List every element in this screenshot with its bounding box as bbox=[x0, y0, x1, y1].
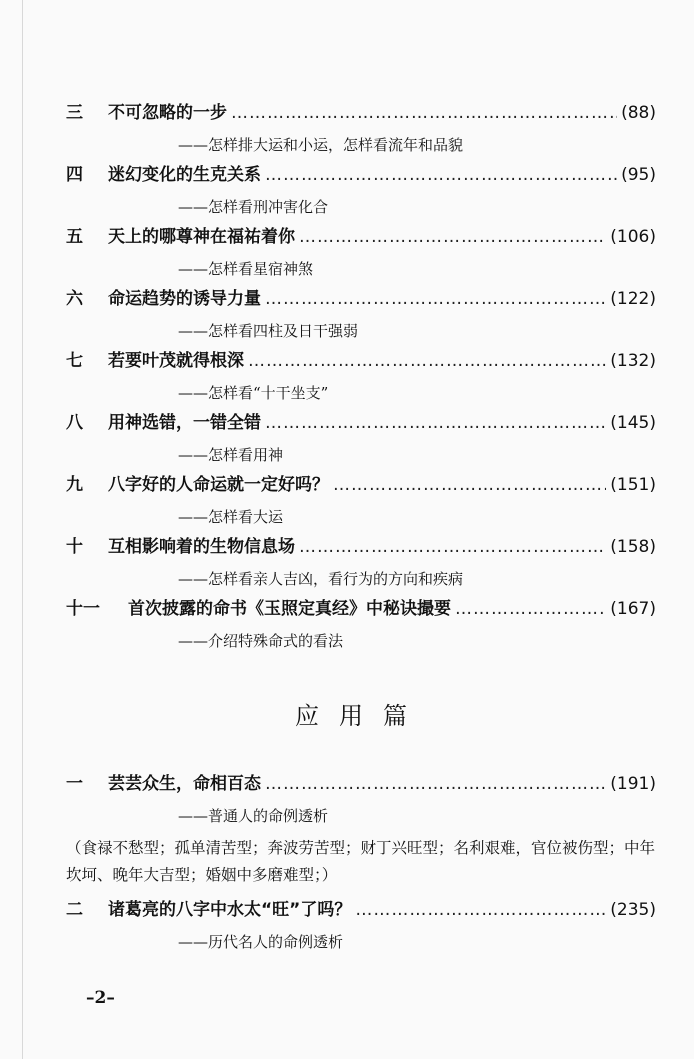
leader-dots bbox=[248, 351, 606, 371]
leader-dots bbox=[455, 599, 606, 619]
chapter-note: （食禄不愁型；孤单清苦型；奔波劳苦型；财丁兴旺型；名利艰难，官位被伤型；中年坎坷、晚年大吉型；婚姻中多磨难型；） bbox=[66, 839, 656, 884]
chapter-number: 八 bbox=[66, 413, 83, 433]
chapter-title: 用神选错，一错全错 bbox=[108, 413, 261, 433]
chapter-subtitle: ——普通人的命例透析 bbox=[178, 807, 329, 825]
chapter-number: 十一 bbox=[66, 599, 100, 619]
chapter-subtitle: ——怎样看刑冲害化合 bbox=[178, 198, 329, 216]
chapter-title: 诸葛亮的八字中水太“旺”了吗？ bbox=[108, 900, 352, 920]
leader-dots bbox=[299, 227, 606, 247]
leader-dots bbox=[265, 165, 617, 185]
leader-dots bbox=[333, 475, 606, 495]
page-ref: (145) bbox=[610, 413, 656, 433]
chapter-number: 十 bbox=[66, 537, 83, 557]
page-number: –2– bbox=[86, 988, 115, 1008]
chapter-title: 不可忽略的一步 bbox=[108, 103, 227, 123]
chapter-number: 五 bbox=[66, 227, 83, 247]
table-of-contents bbox=[66, 98, 656, 957]
chapter-number: 一 bbox=[66, 774, 83, 794]
chapter-subtitle: ——怎样看亲人吉凶，看行为的方向和疾病 bbox=[178, 570, 464, 588]
page-ref: (95) bbox=[621, 165, 656, 185]
page-edge-line bbox=[22, 0, 23, 1059]
chapter-subtitle: ——怎样看星宿神煞 bbox=[178, 260, 314, 278]
page-ref: (122) bbox=[610, 289, 656, 309]
section-title: 应用篇 bbox=[295, 702, 427, 730]
leader-dots bbox=[231, 103, 617, 123]
page-ref: (235) bbox=[610, 900, 656, 920]
toc-entry bbox=[66, 346, 656, 408]
page-ref: (167) bbox=[610, 599, 656, 619]
page-ref: (88) bbox=[621, 103, 656, 123]
chapter-number: 三 bbox=[66, 103, 83, 123]
chapter-title: 命运趋势的诱导力量 bbox=[108, 289, 261, 309]
leader-dots bbox=[265, 774, 606, 794]
toc-entry bbox=[66, 160, 656, 222]
chapter-number: 七 bbox=[66, 351, 83, 371]
leader-dots bbox=[265, 413, 606, 433]
toc-entry bbox=[66, 470, 656, 532]
chapter-number: 九 bbox=[66, 475, 83, 495]
page-ref: (132) bbox=[610, 351, 656, 371]
leader-dots bbox=[299, 537, 606, 557]
toc-entry bbox=[66, 284, 656, 346]
toc-entry bbox=[66, 594, 656, 656]
chapter-title: 首次披露的命书《玉照定真经》中秘诀撮要 bbox=[128, 599, 451, 619]
page-ref: (106) bbox=[610, 227, 656, 247]
page-ref: (151) bbox=[610, 475, 656, 495]
chapter-subtitle: ——历代名人的命例透析 bbox=[178, 933, 344, 951]
chapter-title: 芸芸众生，命相百态 bbox=[108, 774, 261, 794]
chapter-title: 八字好的人命运就一定好吗？ bbox=[108, 475, 329, 495]
chapter-title: 迷幻变化的生克关系 bbox=[108, 165, 261, 185]
chapter-number: 四 bbox=[66, 165, 83, 185]
page-ref: (191) bbox=[610, 774, 656, 794]
chapter-subtitle: ——怎样看大运 bbox=[178, 508, 284, 526]
toc-entry bbox=[66, 895, 656, 957]
leader-dots bbox=[265, 289, 606, 309]
toc-entry bbox=[66, 98, 656, 160]
chapter-subtitle: ——怎样看四柱及日干强弱 bbox=[178, 322, 359, 340]
toc-entry bbox=[66, 222, 656, 284]
chapter-title: 互相影响着的生物信息场 bbox=[108, 537, 295, 557]
chapter-number: 六 bbox=[66, 289, 83, 309]
chapter-number: 二 bbox=[66, 900, 83, 920]
chapter-title: 若要叶茂就得根深 bbox=[108, 351, 244, 371]
chapter-title: 天上的哪尊神在福祐着你 bbox=[108, 227, 295, 247]
toc-entry bbox=[66, 769, 656, 831]
page-ref: (158) bbox=[610, 537, 656, 557]
toc-entry bbox=[66, 532, 656, 594]
chapter-subtitle: ——怎样看“十干坐支” bbox=[178, 384, 329, 402]
chapter-subtitle: ——介绍特殊命式的看法 bbox=[178, 632, 344, 650]
chapter-subtitle: ——怎样看用神 bbox=[178, 446, 284, 464]
toc-entry bbox=[66, 408, 656, 470]
chapter-subtitle: ——怎样排大运和小运，怎样看流年和品貌 bbox=[178, 136, 464, 154]
leader-dots bbox=[355, 900, 606, 920]
